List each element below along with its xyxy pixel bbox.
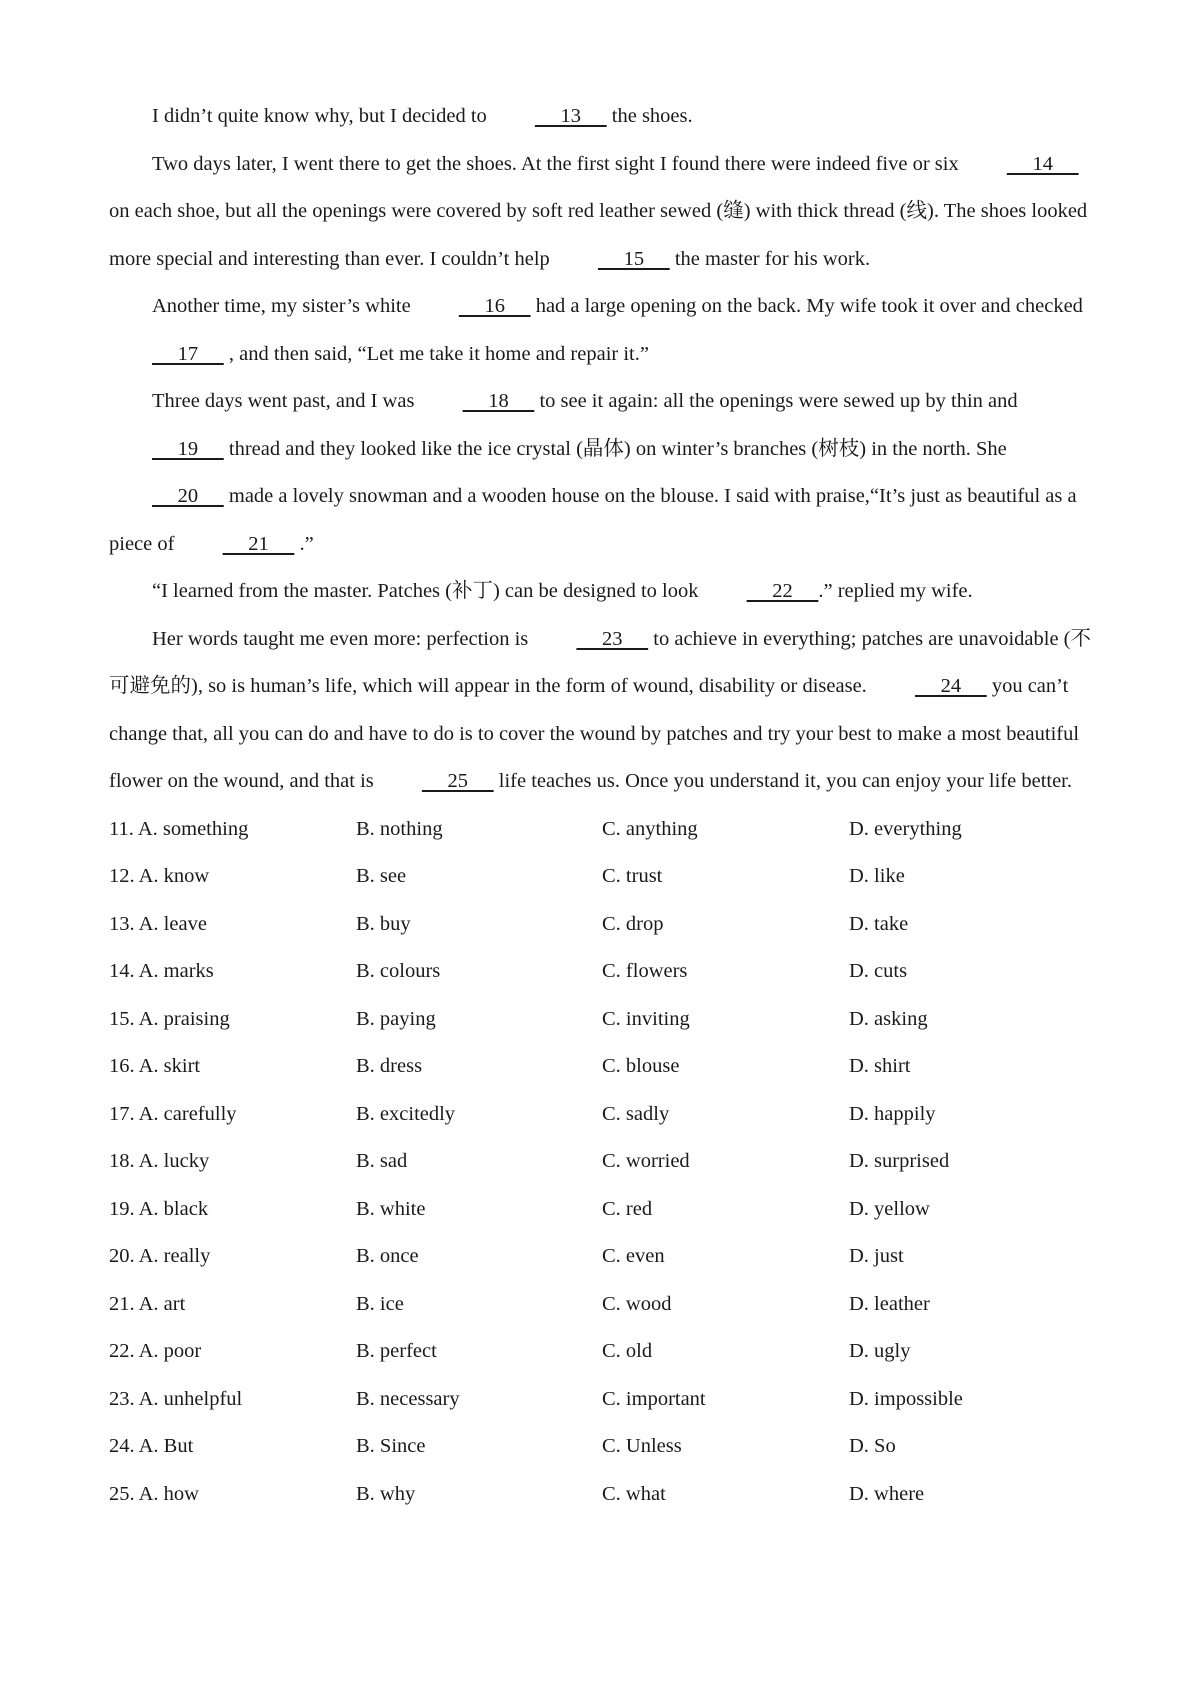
- passage-text: , and then said, “Let me take it home and repair it.”: [223, 342, 649, 365]
- option-b: B. colours: [356, 960, 441, 983]
- option-c: C. trust: [602, 865, 663, 888]
- option-row: [109, 806, 1099, 854]
- passage-text: thread and they looked like the ice crystal (晶体) on winter’s branches (树枝) in the north. She: [223, 437, 1007, 460]
- option-c: C. flowers: [602, 960, 688, 983]
- passage-text: Three days went past, and I was: [152, 390, 420, 412]
- passage-paragraph: [109, 378, 1099, 568]
- option-a: 22. A. poor: [109, 1340, 202, 1363]
- option-b: B. white: [356, 1197, 426, 1220]
- option-d: D. leather: [849, 1292, 930, 1315]
- option-d: D. asking: [849, 1007, 928, 1030]
- option-b: B. dress: [356, 1055, 423, 1078]
- passage-text: Her words taught me even more: perfection is: [152, 627, 534, 650]
- option-d: D. cuts: [849, 960, 908, 983]
- answer-blank: 13: [534, 105, 607, 127]
- passage-paragraph: [109, 283, 1099, 378]
- option-a: 21. A. art: [109, 1292, 186, 1315]
- option-row: [109, 1328, 1099, 1376]
- answer-blank: 19: [152, 437, 224, 460]
- option-c: C. red: [602, 1197, 653, 1220]
- option-b: B. why: [356, 1482, 416, 1505]
- option-c: C. worried: [602, 1150, 690, 1173]
- passage-paragraph: [109, 568, 1099, 616]
- option-row: [109, 853, 1099, 901]
- option-row: [109, 1091, 1099, 1139]
- option-d: D. impossible: [849, 1387, 963, 1410]
- option-d: D. shirt: [849, 1055, 911, 1078]
- answer-blank: 20: [152, 485, 224, 507]
- passage-text: to achieve in everything; patches are unavoidable (不可避免的), so is human’s life, which will appear in the form of wound, disability or disease.: [109, 627, 1092, 697]
- option-c: C. even: [602, 1245, 665, 1268]
- option-d: D. like: [849, 865, 905, 888]
- option-c: C. what: [602, 1482, 666, 1505]
- passage-text: life teaches us. Once you understand it, you can enjoy your life better.: [493, 770, 1072, 792]
- answer-blank: 23: [576, 627, 649, 650]
- option-row: [109, 1376, 1099, 1424]
- option-d: D. where: [849, 1482, 925, 1505]
- option-a: 17. A. carefully: [109, 1102, 237, 1125]
- option-b: B. excitedly: [356, 1102, 456, 1125]
- option-c: C. important: [602, 1387, 706, 1410]
- option-b: B. buy: [356, 912, 411, 935]
- option-a: 18. A. lucky: [109, 1150, 210, 1173]
- option-a: 23. A. unhelpful: [109, 1387, 243, 1410]
- option-b: B. Since: [356, 1435, 426, 1458]
- option-c: C. Unless: [602, 1435, 682, 1458]
- option-b: B. perfect: [356, 1340, 437, 1363]
- passage-text: “I learned from the master. Patches (补丁) can be designed to look: [152, 580, 704, 602]
- option-b: B. necessary: [356, 1387, 460, 1410]
- option-c: C. drop: [602, 912, 664, 935]
- answer-blank: 15: [597, 247, 670, 270]
- option-row: [109, 996, 1099, 1044]
- option-row: [109, 1423, 1099, 1471]
- option-a: 14. A. marks: [109, 960, 214, 983]
- option-d: D. ugly: [849, 1340, 911, 1363]
- option-c: C. wood: [602, 1292, 672, 1315]
- option-row: [109, 1186, 1099, 1234]
- option-row: [109, 901, 1099, 949]
- option-d: D. happily: [849, 1102, 936, 1125]
- option-row: [109, 1138, 1099, 1186]
- answer-blank: 16: [458, 295, 531, 317]
- passage-text: on each shoe, but all the openings were covered by soft red leather sewed (缝) with thick thread (线). The shoes looked more special and interesting than ever. I couldn’t help: [109, 200, 1088, 270]
- option-a: 13. A. leave: [109, 912, 207, 935]
- option-row: [109, 1471, 1099, 1519]
- option-row: [109, 948, 1099, 996]
- option-c: C. old: [602, 1340, 653, 1363]
- option-a: 16. A. skirt: [109, 1055, 201, 1078]
- option-d: D. surprised: [849, 1150, 950, 1173]
- passage-text: to see it again: all the openings were sewed up by thin and: [534, 390, 1018, 412]
- passage-paragraph: [109, 141, 1099, 284]
- option-d: D. take: [849, 912, 909, 935]
- option-d: D. just: [849, 1245, 904, 1268]
- passage-text: I didn’t quite know why, but I decided to: [152, 105, 492, 127]
- option-d: D. yellow: [849, 1197, 930, 1220]
- document-page: [109, 93, 1099, 1518]
- passage-text: .”: [294, 532, 314, 555]
- passage-paragraph: [109, 93, 1099, 141]
- option-b: B. paying: [356, 1007, 436, 1030]
- passage-text: .” replied my wife.: [818, 580, 973, 602]
- option-row: [109, 1281, 1099, 1329]
- option-d: D. everything: [849, 817, 962, 840]
- answer-blank: 25: [421, 770, 494, 792]
- option-b: B. nothing: [356, 817, 443, 840]
- passage-text: the master for his work.: [669, 247, 871, 270]
- option-c: C. sadly: [602, 1102, 670, 1125]
- option-a: 12. A. know: [109, 865, 210, 888]
- option-c: C. anything: [602, 817, 698, 840]
- cloze-passage: [109, 93, 1099, 806]
- passage-text: had a large opening on the back. My wife took it over and checked: [530, 295, 1083, 317]
- answer-blank: 22: [746, 580, 819, 602]
- option-a: 20. A. really: [109, 1245, 211, 1268]
- answer-blank: 14: [1006, 152, 1079, 175]
- passage-paragraph: [109, 616, 1099, 806]
- passage-text: Two days later, I went there to get the shoes. At the first sight I found there were indeed five or six: [152, 152, 964, 175]
- option-c: C. inviting: [602, 1007, 690, 1030]
- option-b: B. once: [356, 1245, 419, 1268]
- option-b: B. see: [356, 865, 407, 888]
- answer-blank: 18: [462, 390, 535, 412]
- passage-text: the shoes.: [606, 105, 693, 127]
- passage-text: you can’t change that, all you can do and have to do is to cover the wound by patches and try your best to make a most beautiful flower on the wound, and that is: [109, 675, 1080, 792]
- option-row: [109, 1233, 1099, 1281]
- answer-blank: 21: [222, 532, 295, 555]
- answer-blank: 17: [152, 342, 224, 365]
- option-c: C. blouse: [602, 1055, 680, 1078]
- passage-text: Another time, my sister’s white: [152, 295, 416, 317]
- option-a: 15. A. praising: [109, 1007, 230, 1030]
- option-row: [109, 1043, 1099, 1091]
- option-a: 24. A. But: [109, 1435, 194, 1458]
- option-a: 25. A. how: [109, 1482, 199, 1505]
- option-b: B. sad: [356, 1150, 408, 1173]
- answer-blank: 24: [914, 675, 987, 697]
- option-a: 19. A. black: [109, 1197, 209, 1220]
- option-d: D. So: [849, 1435, 896, 1458]
- option-a: 11. A. something: [109, 817, 249, 840]
- answer-options: [109, 806, 1099, 1519]
- passage-text: made a lovely snowman and a wooden house on the blouse. I said with praise,“It’s just as beautiful as a piece of: [109, 485, 1077, 555]
- option-b: B. ice: [356, 1292, 404, 1315]
